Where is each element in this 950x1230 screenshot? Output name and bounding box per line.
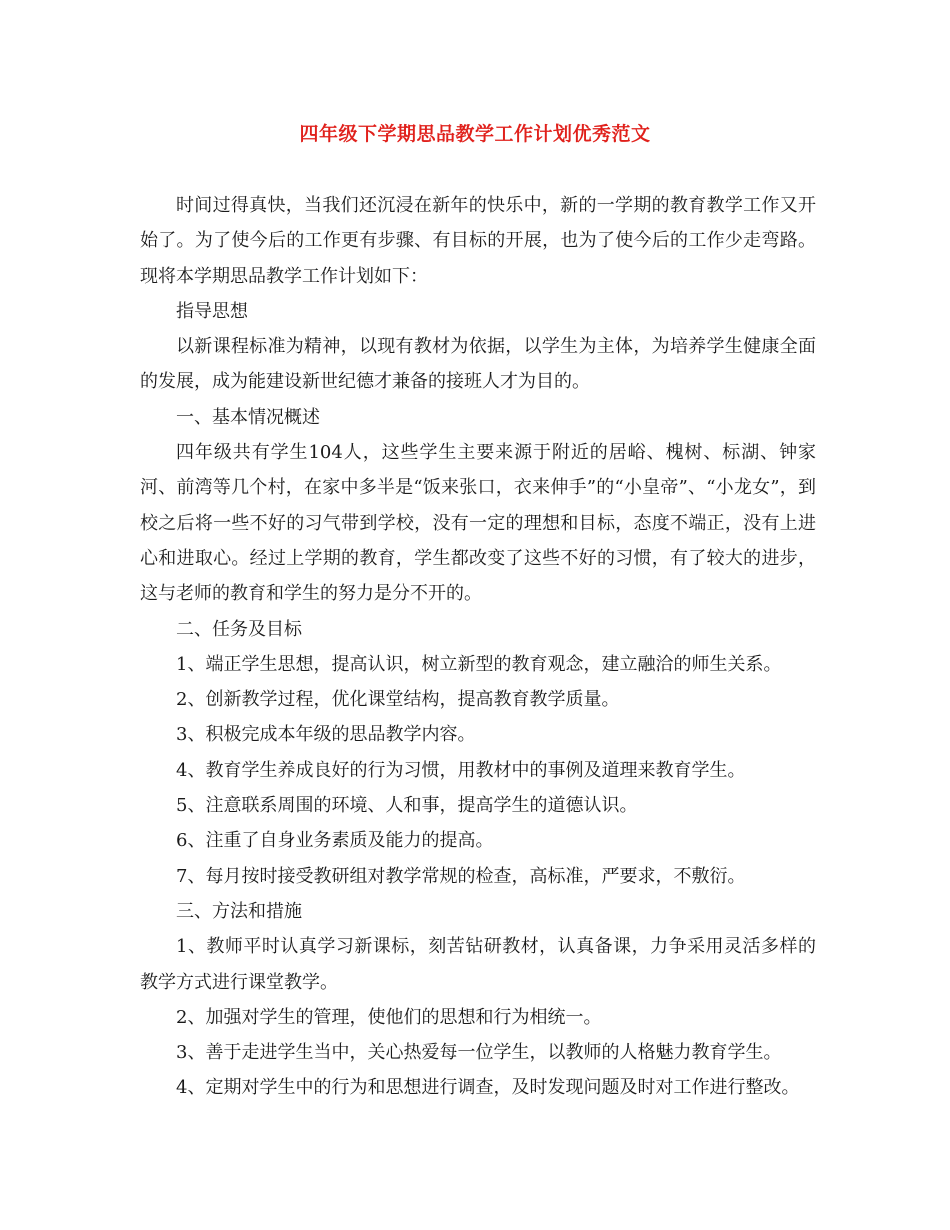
document-body [140, 188, 816, 1106]
list-item-task-2: 2、创新教学过程，优化课堂结构，提高教育教学质量。 [176, 689, 620, 711]
heading-methods-measures: 三、方法和措施 [176, 900, 302, 922]
paragraph-guiding-ideology: 以新课程标准为精神，以现有教材为依据，以学生为主体，为培养学生健康全面的发展，成为能建设新世纪德才兼备的接班人才为目的。 [140, 336, 816, 393]
list-item-task-3: 3、积极完成本年级的思品教学内容。 [176, 724, 476, 746]
paragraph-intro: 时间过得真快，当我们还沉浸在新年的快乐中，新的一学期的教育教学工作又开始了。为了使今后的工作更有步骤、有目标的开展，也为了使今后的工作少走弯路。现将本学期思品教学工作计划如下： [140, 195, 816, 287]
list-item-task-4: 4、教育学生养成良好的行为习惯，用教材中的事例及道理来教育学生。 [176, 759, 746, 781]
list-item-task-7: 7、每月按时接受教研组对教学常规的检查，高标准，严要求，不敷衍。 [176, 865, 746, 887]
heading-tasks-goals: 二、任务及目标 [176, 618, 302, 640]
paragraph-basic-situation: 四年级共有学生104人，这些学生主要来源于附近的居峪、槐树、标湖、钟家河、前湾等几个村，在家中多半是“饭来张口，衣来伸手”的“小皇帝”、“小龙女”，到校之后将一些不好的习气带到学校，没有一定的理想和目标，态度不端正，没有上进心和进取心。经过上学期的教育，学生都改变了这些不好的习惯，有了较大的进步，这与老师的教育和学生的努力是分不开的。 [140, 442, 816, 605]
list-item-method-4: 4、定期对学生中的行为和思想进行调查，及时发现问题及时对工作进行整改。 [176, 1077, 800, 1099]
document-title: 四年级下学期思品教学工作计划优秀范文 [299, 123, 651, 145]
heading-basic-situation: 一、基本情况概述 [176, 406, 320, 428]
list-item-method-3: 3、善于走进学生当中，关心热爱每一位学生，以教师的人格魅力教育学生。 [176, 1042, 782, 1064]
list-item-task-1: 1、端正学生思想，提高认识，树立新型的教育观念，建立融洽的师生关系。 [176, 653, 782, 675]
list-item-task-6: 6、注重了自身业务素质及能力的提高。 [176, 830, 494, 852]
list-item-method-2: 2、加强对学生的管理，使他们的思想和行为相统一。 [176, 1006, 602, 1028]
list-item-method-1: 1、教师平时认真学习新课标，刻苦钻研教材，认真备课，力争采用灵活多样的教学方式进行课堂教学。 [140, 936, 816, 993]
heading-guiding-ideology: 指导思想 [176, 300, 248, 322]
list-item-task-5: 5、注意联系周围的环境、人和事，提高学生的道德认识。 [176, 795, 638, 817]
